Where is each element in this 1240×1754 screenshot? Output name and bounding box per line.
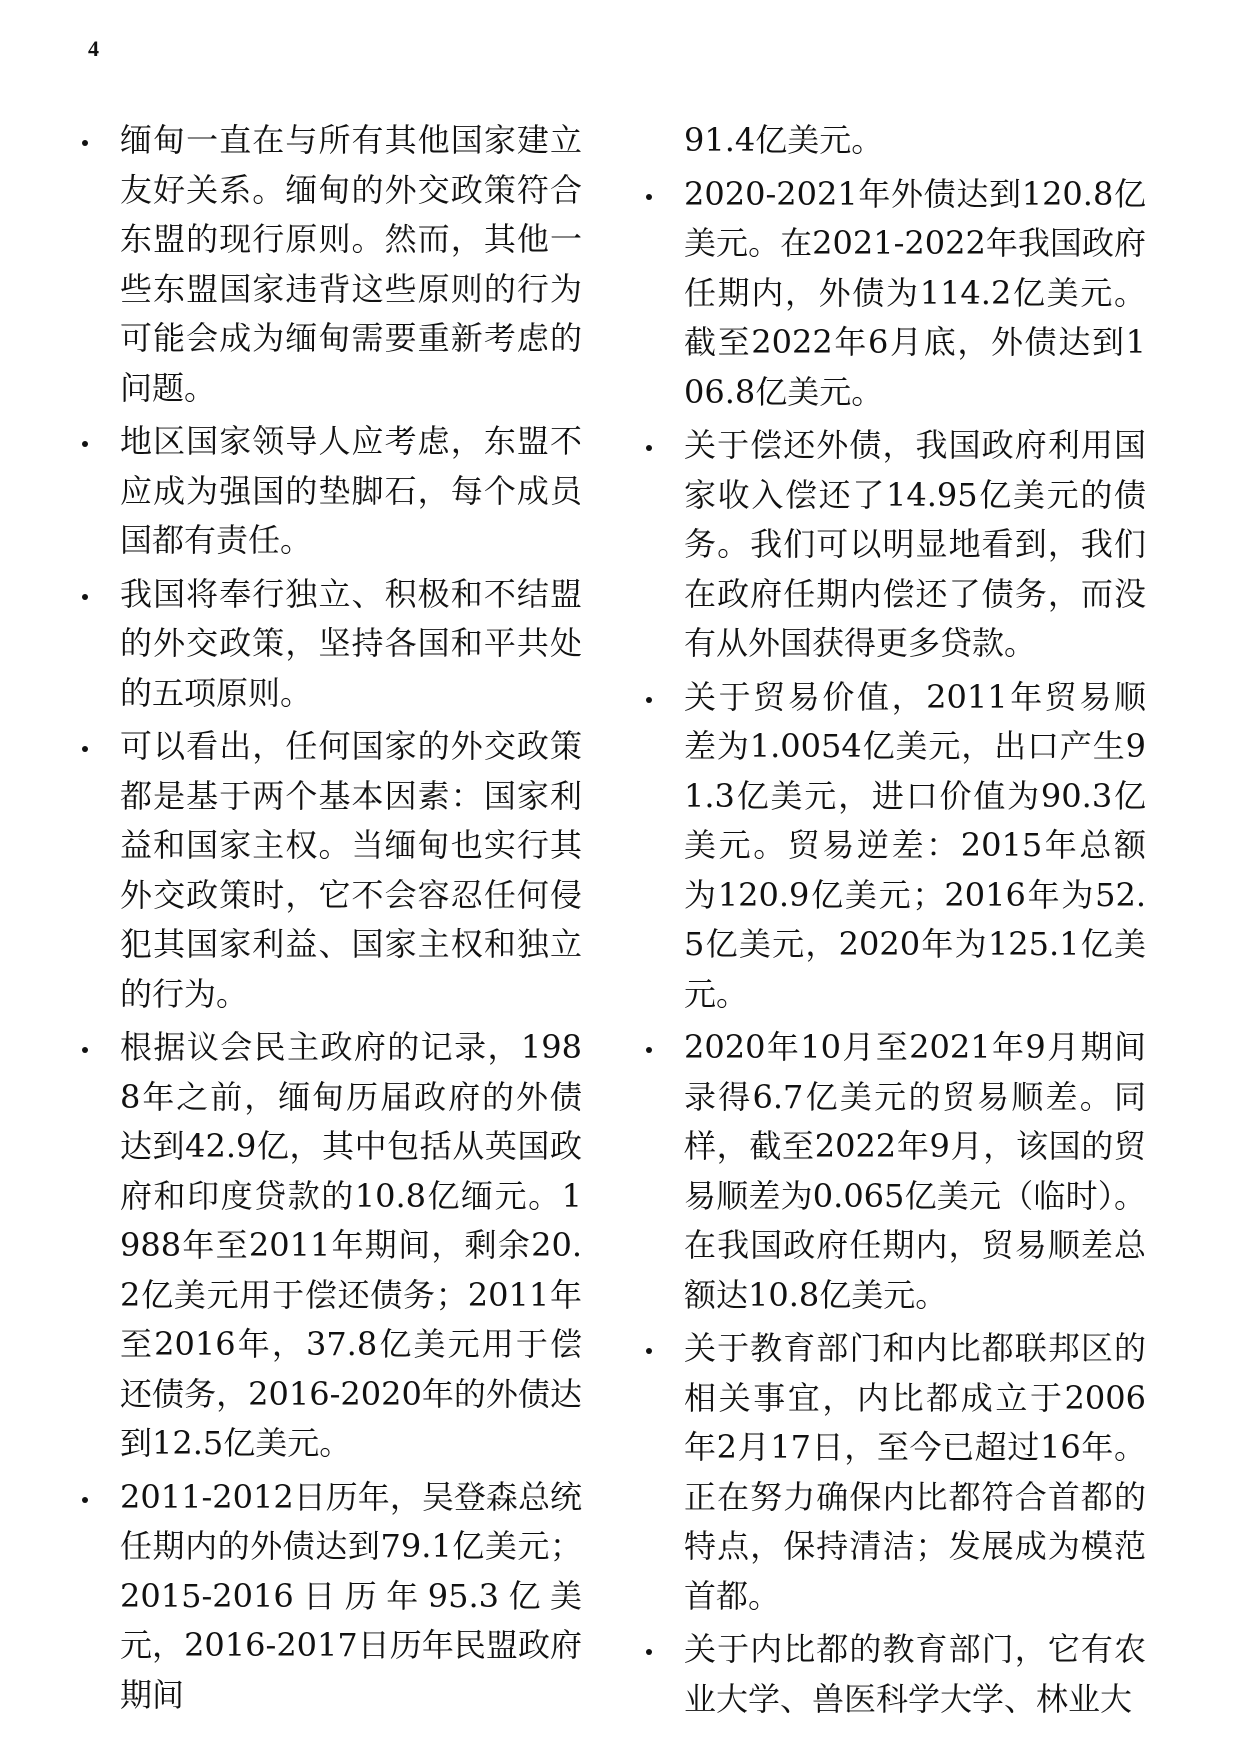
bullet-item: 2020-2021年外债达到120.8亿美元。在2021-2022年我国政府任期内，外债为114.2亿美元。截至2022年6月底，外债达到106.8亿美元。 bbox=[646, 170, 1146, 418]
bullet-item: 关于教育部门和内比都联邦区的相关事宜，内比都成立于2006年2月17日，至今已超过16年。正在努力确保内比都符合首都的特点，保持清洁；发展成为模范首都。 bbox=[646, 1324, 1146, 1621]
left-column bbox=[82, 116, 582, 1724]
bullet-item: 根据议会民主政府的记录，1988年之前，缅甸历届政府的外债达到42.9亿，其中包括从英国政府和印度贷款的10.8亿缅元。1988年至2011年期间，剩余20.2亿美元用于偿还债务；2011年至2016年，37.8亿美元用于偿还债务，2016-2020年的外债达到12.5亿美元。 bbox=[82, 1023, 582, 1469]
bullet-item: 关于偿还外债，我国政府利用国家收入偿还了14.95亿美元的债务。我们可以明显地看到，我们在政府任期内偿还了债务，而没有从外国获得更多贷款。 bbox=[646, 421, 1146, 669]
continuation-text: 91.4亿美元。 bbox=[684, 121, 884, 159]
bullet-item: 地区国家领导人应考虑，东盟不应成为强国的垫脚石，每个成员国都有责任。 bbox=[82, 417, 582, 566]
right-column bbox=[646, 116, 1146, 1728]
page-number: 4 bbox=[88, 36, 99, 61]
bullet-item: 2011-2012日历年，吴登森总统任期内的外债达到79.1亿美元；2015-2016日历年95.3亿美元，2016-2017日历年民盟政府期间 bbox=[82, 1473, 582, 1721]
bullet-item: 缅甸一直在与所有其他国家建立友好关系。缅甸的外交政策符合东盟的现行原则。然而，其他一些东盟国家违背这些原则的行为可能会成为缅甸需要重新考虑的问题。 bbox=[82, 116, 582, 413]
bullet-item: 可以看出，任何国家的外交政策都是基于两个基本因素：国家利益和国家主权。当缅甸也实行其外交政策时，它不会容忍任何侵犯其国家利益、国家主权和独立的行为。 bbox=[82, 722, 582, 1019]
bullet-item: 2020年10月至2021年9月期间录得6.7亿美元的贸易顺差。同样，截至2022年9月，该国的贸易顺差为0.065亿美元（临时）。在我国政府任期内，贸易顺差总额达10.8亿美元。 bbox=[646, 1023, 1146, 1320]
bullet-item: 关于贸易价值，2011年贸易顺差为1.0054亿美元，出口产生91.3亿美元，进口价值为90.3亿美元。贸易逆差：2015年总额为120.9亿美元；2016年为52.5亿美元，2020年为125.1亿美元。 bbox=[646, 673, 1146, 1020]
bullet-item: 关于内比都的教育部门，它有农业大学、兽医科学大学、林业大 bbox=[646, 1625, 1146, 1724]
bullet-item: 我国将奉行独立、积极和不结盟的外交政策，坚持各国和平共处的五项原则。 bbox=[82, 570, 582, 719]
